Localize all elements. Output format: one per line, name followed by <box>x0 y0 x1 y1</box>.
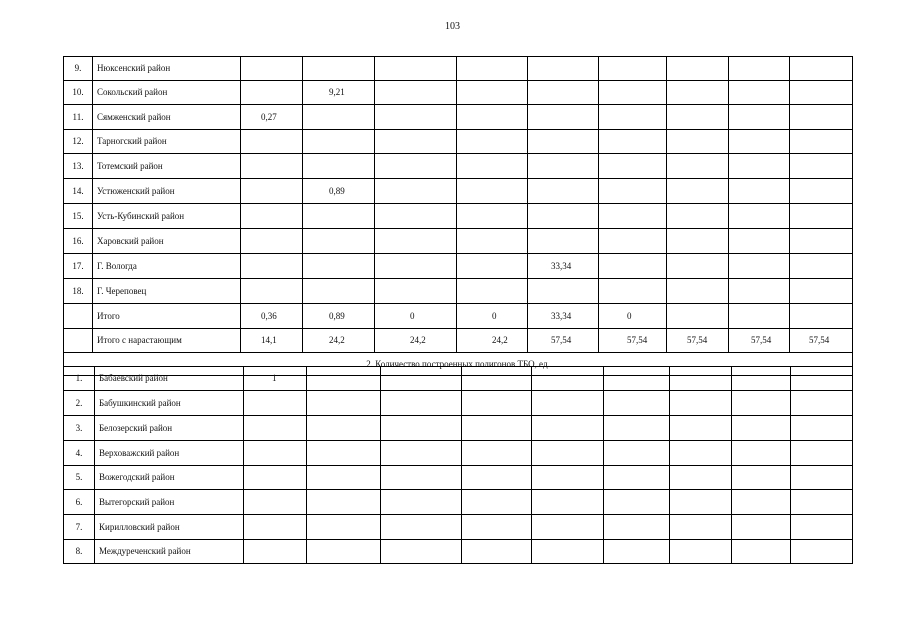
value-cell <box>790 279 853 304</box>
value-cell <box>790 204 853 229</box>
value-cell <box>667 81 729 105</box>
value-cell <box>381 515 462 540</box>
table-top-body <box>64 57 853 376</box>
row-number: 8. <box>64 540 95 564</box>
value-cell <box>303 130 375 154</box>
district-name: Устюженский район <box>93 179 241 204</box>
row-number: 17. <box>64 254 93 279</box>
value-cell <box>462 466 532 490</box>
district-name: Кирилловский район <box>95 515 244 540</box>
table-row <box>64 179 853 204</box>
data-table-bottom <box>63 366 853 564</box>
value-cell <box>790 179 853 204</box>
value-cell <box>244 490 307 515</box>
value-cell <box>667 254 729 279</box>
value-cell <box>599 130 667 154</box>
table-row <box>64 229 853 254</box>
value-cell <box>729 57 790 81</box>
value-cell <box>667 229 729 254</box>
value-cell <box>670 540 732 564</box>
value-cell <box>528 154 599 179</box>
table-row <box>64 416 853 441</box>
value-cell <box>729 154 790 179</box>
table-row <box>64 57 853 81</box>
value-cell: 0,27 <box>241 105 303 130</box>
value-cell: 14,1 <box>241 329 303 353</box>
row-number: 6. <box>64 490 95 515</box>
value-cell <box>791 515 853 540</box>
table-row <box>64 391 853 416</box>
value-cell: 33,34 <box>528 304 599 329</box>
row-number: 13. <box>64 154 93 179</box>
value-cell: 0,89 <box>303 179 375 204</box>
row-number: 12. <box>64 130 93 154</box>
district-name: Тотемский район <box>93 154 241 179</box>
value-cell <box>462 441 532 466</box>
value-cell: 57,54 <box>729 329 790 353</box>
value-cell <box>599 154 667 179</box>
value-cell <box>457 229 528 254</box>
value-cell <box>729 279 790 304</box>
value-cell <box>528 204 599 229</box>
district-name: Верховажский район <box>95 441 244 466</box>
table-row <box>64 81 853 105</box>
value-cell <box>791 466 853 490</box>
value-cell <box>303 57 375 81</box>
value-cell <box>732 416 791 441</box>
value-cell <box>307 391 381 416</box>
value-cell <box>604 391 670 416</box>
value-cell <box>528 229 599 254</box>
value-cell <box>667 204 729 229</box>
value-cell <box>241 81 303 105</box>
value-cell <box>457 154 528 179</box>
value-cell <box>375 57 457 81</box>
value-cell <box>303 229 375 254</box>
value-cell <box>729 179 790 204</box>
table-row <box>64 304 853 329</box>
value-cell <box>528 179 599 204</box>
district-name: Итого с нарастающим <box>93 329 241 353</box>
value-cell: 0,89 <box>303 304 375 329</box>
value-cell <box>790 254 853 279</box>
section-title: 2. Количество построенных полигонов ТБО, ед. <box>64 353 853 376</box>
value-cell <box>732 391 791 416</box>
value-cell <box>375 130 457 154</box>
value-cell <box>667 105 729 130</box>
district-name: Тарногский район <box>93 130 241 154</box>
value-cell <box>307 540 381 564</box>
district-name: Итого <box>93 304 241 329</box>
value-cell <box>528 105 599 130</box>
value-cell: 57,54 <box>528 329 599 353</box>
table-row <box>64 130 853 154</box>
value-cell <box>462 540 532 564</box>
district-name: Г. Череповец <box>93 279 241 304</box>
value-cell <box>457 254 528 279</box>
value-cell <box>457 130 528 154</box>
district-name: Харовский район <box>93 229 241 254</box>
row-number: 1. <box>64 367 95 391</box>
value-cell <box>729 105 790 130</box>
value-cell <box>462 391 532 416</box>
value-cell <box>667 304 729 329</box>
value-cell <box>381 490 462 515</box>
value-cell <box>375 229 457 254</box>
row-number: 16. <box>64 229 93 254</box>
page-number: 103 <box>445 21 460 32</box>
value-cell <box>241 57 303 81</box>
value-cell: 57,54 <box>599 329 667 353</box>
value-cell <box>667 57 729 81</box>
value-cell <box>732 490 791 515</box>
value-cell <box>528 130 599 154</box>
value-cell: 0,36 <box>241 304 303 329</box>
value-cell <box>375 179 457 204</box>
value-cell <box>244 391 307 416</box>
value-cell <box>604 416 670 441</box>
value-cell: 57,54 <box>790 329 853 353</box>
value-cell <box>532 515 604 540</box>
value-cell <box>381 367 462 391</box>
value-cell <box>457 81 528 105</box>
value-cell <box>790 229 853 254</box>
district-name: Нюксенский район <box>93 57 241 81</box>
district-name: Г. Вологда <box>93 254 241 279</box>
value-cell <box>790 304 853 329</box>
value-cell <box>670 515 732 540</box>
value-cell <box>307 441 381 466</box>
table-bottom-body <box>64 367 853 564</box>
table-row <box>64 515 853 540</box>
value-cell <box>244 540 307 564</box>
value-cell <box>604 540 670 564</box>
value-cell <box>791 441 853 466</box>
value-cell: 33,34 <box>528 254 599 279</box>
district-name: Белозерский район <box>95 416 244 441</box>
value-cell <box>307 466 381 490</box>
value-cell <box>241 229 303 254</box>
value-cell <box>670 490 732 515</box>
value-cell <box>241 204 303 229</box>
value-cell <box>604 441 670 466</box>
value-cell <box>241 254 303 279</box>
table-row <box>64 367 853 391</box>
value-cell: 9,21 <box>303 81 375 105</box>
value-cell <box>307 490 381 515</box>
value-cell: 0 <box>375 304 457 329</box>
value-cell: 24,2 <box>457 329 528 353</box>
value-cell <box>303 279 375 304</box>
data-table-top <box>63 56 853 376</box>
value-cell <box>790 130 853 154</box>
value-cell <box>604 490 670 515</box>
value-cell <box>604 367 670 391</box>
value-cell <box>604 466 670 490</box>
value-cell <box>532 540 604 564</box>
value-cell <box>241 179 303 204</box>
district-name: Бабушкинский район <box>95 391 244 416</box>
table-row <box>64 329 853 353</box>
value-cell <box>732 540 791 564</box>
table-row <box>64 254 853 279</box>
value-cell <box>457 204 528 229</box>
district-name: Сямженский район <box>93 105 241 130</box>
value-cell <box>307 367 381 391</box>
value-cell: 57,54 <box>667 329 729 353</box>
value-cell <box>532 391 604 416</box>
value-cell <box>381 416 462 441</box>
value-cell <box>599 57 667 81</box>
value-cell <box>303 105 375 130</box>
value-cell <box>791 391 853 416</box>
value-cell <box>599 204 667 229</box>
value-cell <box>791 490 853 515</box>
value-cell <box>667 130 729 154</box>
value-cell <box>457 57 528 81</box>
value-cell <box>790 57 853 81</box>
value-cell: 1 <box>244 367 307 391</box>
table-row <box>64 204 853 229</box>
value-cell <box>528 81 599 105</box>
table-row <box>64 490 853 515</box>
table-row <box>64 154 853 179</box>
row-number: 18. <box>64 279 93 304</box>
value-cell <box>729 254 790 279</box>
value-cell <box>303 204 375 229</box>
value-cell <box>303 254 375 279</box>
value-cell <box>532 416 604 441</box>
table-row <box>64 466 853 490</box>
value-cell <box>670 367 732 391</box>
value-cell <box>732 515 791 540</box>
value-cell <box>790 154 853 179</box>
table-row <box>64 441 853 466</box>
value-cell: 24,2 <box>303 329 375 353</box>
value-cell <box>462 416 532 441</box>
value-cell <box>244 515 307 540</box>
value-cell <box>670 416 732 441</box>
value-cell <box>375 204 457 229</box>
value-cell <box>462 515 532 540</box>
value-cell <box>791 367 853 391</box>
value-cell <box>532 441 604 466</box>
value-cell <box>457 105 528 130</box>
value-cell <box>729 81 790 105</box>
value-cell <box>667 154 729 179</box>
value-cell <box>599 229 667 254</box>
row-number: 7. <box>64 515 95 540</box>
row-number <box>64 329 93 353</box>
value-cell <box>670 466 732 490</box>
value-cell: 0 <box>599 304 667 329</box>
value-cell: 24,2 <box>375 329 457 353</box>
value-cell <box>667 279 729 304</box>
value-cell <box>599 81 667 105</box>
value-cell <box>457 179 528 204</box>
district-name: Вытегорский район <box>95 490 244 515</box>
row-number: 10. <box>64 81 93 105</box>
value-cell <box>599 105 667 130</box>
value-cell <box>729 204 790 229</box>
row-number: 5. <box>64 466 95 490</box>
table-row <box>64 105 853 130</box>
value-cell <box>790 105 853 130</box>
value-cell <box>381 391 462 416</box>
value-cell <box>241 154 303 179</box>
row-number: 15. <box>64 204 93 229</box>
value-cell <box>729 130 790 154</box>
district-name: Усть-Кубинский район <box>93 204 241 229</box>
value-cell <box>375 81 457 105</box>
value-cell <box>791 540 853 564</box>
district-name: Междуреченский район <box>95 540 244 564</box>
district-name: Сокольский район <box>93 81 241 105</box>
district-name: Вожегодский район <box>95 466 244 490</box>
value-cell <box>307 515 381 540</box>
value-cell <box>670 391 732 416</box>
value-cell <box>244 416 307 441</box>
value-cell <box>241 279 303 304</box>
value-cell <box>381 540 462 564</box>
value-cell <box>528 279 599 304</box>
value-cell <box>528 57 599 81</box>
value-cell <box>532 490 604 515</box>
row-number: 11. <box>64 105 93 130</box>
row-number: 14. <box>64 179 93 204</box>
value-cell <box>375 154 457 179</box>
value-cell <box>732 441 791 466</box>
value-cell <box>532 466 604 490</box>
value-cell <box>375 254 457 279</box>
value-cell <box>599 279 667 304</box>
value-cell <box>241 130 303 154</box>
value-cell <box>303 154 375 179</box>
value-cell <box>457 279 528 304</box>
value-cell <box>244 466 307 490</box>
value-cell <box>791 416 853 441</box>
table-row <box>64 540 853 564</box>
value-cell <box>462 490 532 515</box>
value-cell <box>604 515 670 540</box>
value-cell <box>732 466 791 490</box>
value-cell <box>729 304 790 329</box>
row-number: 2. <box>64 391 95 416</box>
value-cell <box>532 367 604 391</box>
table-row <box>64 279 853 304</box>
value-cell <box>462 367 532 391</box>
value-cell <box>670 441 732 466</box>
value-cell <box>599 179 667 204</box>
value-cell <box>381 466 462 490</box>
value-cell <box>729 229 790 254</box>
district-name: Бабаевский район <box>95 367 244 391</box>
value-cell <box>667 179 729 204</box>
row-number <box>64 304 93 329</box>
row-number: 4. <box>64 441 95 466</box>
row-number: 9. <box>64 57 93 81</box>
value-cell <box>375 105 457 130</box>
row-number: 3. <box>64 416 95 441</box>
value-cell <box>244 441 307 466</box>
value-cell <box>599 254 667 279</box>
value-cell <box>381 441 462 466</box>
value-cell <box>790 81 853 105</box>
value-cell <box>375 279 457 304</box>
value-cell <box>307 416 381 441</box>
value-cell: 0 <box>457 304 528 329</box>
value-cell <box>732 367 791 391</box>
